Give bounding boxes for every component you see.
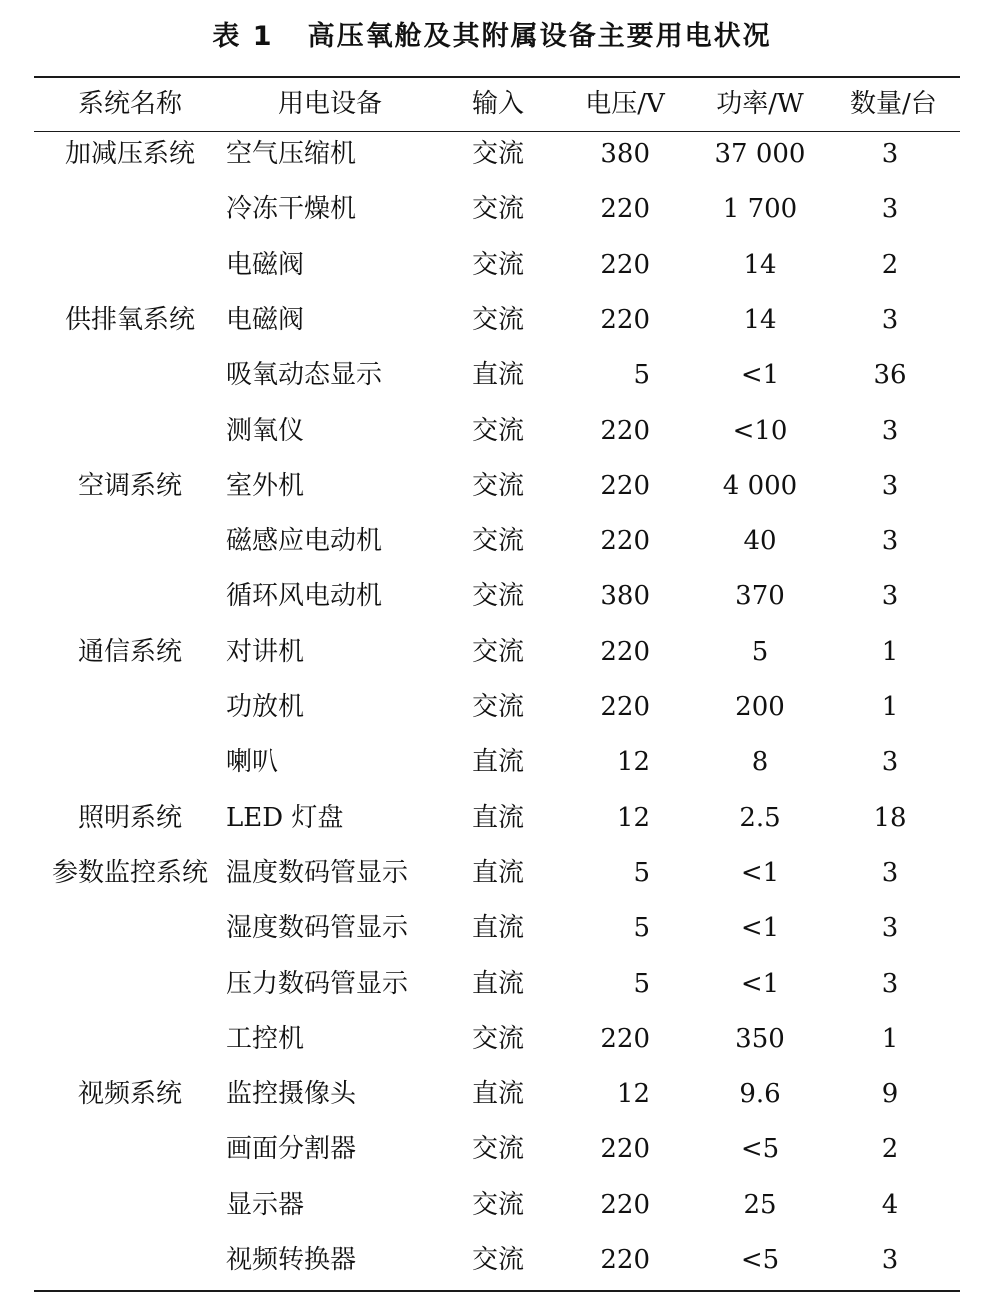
row-voltage: 220 xyxy=(600,1134,650,1164)
row-system-name: 视频系统 xyxy=(77,1079,182,1109)
row-power: 5 xyxy=(751,637,769,667)
row-system-name xyxy=(30,411,230,451)
row-system-name xyxy=(30,1185,230,1225)
row-power: <1 xyxy=(740,858,780,888)
row-system-name xyxy=(30,964,230,1004)
row-voltage: 220 xyxy=(600,471,650,501)
row-power: <1 xyxy=(740,969,780,999)
row-power: 14 xyxy=(743,305,777,335)
row-device-name: 监控摄像头 xyxy=(226,1079,357,1109)
row-voltage: 12 xyxy=(616,747,650,777)
row-power: 25 xyxy=(743,1190,777,1220)
row-power: 14 xyxy=(743,250,777,280)
row-input-type: 直流 xyxy=(471,969,524,999)
table-row xyxy=(0,576,984,616)
row-input-type: 交流 xyxy=(471,692,524,722)
row-voltage: 12 xyxy=(616,803,650,833)
row-quantity: 2 xyxy=(881,250,899,280)
table-row xyxy=(0,1074,984,1114)
row-device-name: 温度数码管显示 xyxy=(226,858,409,888)
row-device-name: 电磁阀 xyxy=(226,305,305,335)
table-header-row xyxy=(0,84,984,124)
row-voltage: 12 xyxy=(616,1079,650,1109)
row-input-type: 交流 xyxy=(471,637,524,667)
row-quantity: 3 xyxy=(881,139,899,169)
row-power: 4 000 xyxy=(722,471,798,501)
row-device-name: 循环风电动机 xyxy=(226,581,383,611)
row-input-type: 直流 xyxy=(471,360,524,390)
row-voltage: 380 xyxy=(600,581,650,611)
row-voltage: 220 xyxy=(600,250,650,280)
row-power: 2.5 xyxy=(739,803,781,833)
row-quantity: 4 xyxy=(881,1190,899,1220)
row-voltage: 5 xyxy=(633,360,650,390)
row-system-name xyxy=(30,908,230,948)
row-device-name: 显示器 xyxy=(226,1190,305,1220)
row-input-type: 直流 xyxy=(471,858,524,888)
table-row xyxy=(0,466,984,506)
row-input-type: 交流 xyxy=(471,1134,524,1164)
table-row xyxy=(0,798,984,838)
row-input-type: 交流 xyxy=(471,139,524,169)
row-input-type: 直流 xyxy=(471,747,524,777)
row-device-name: 视频转换器 xyxy=(226,1245,357,1275)
row-quantity: 3 xyxy=(881,858,899,888)
row-system-name: 供排氧系统 xyxy=(64,305,195,335)
header-device: 用电设备 xyxy=(277,89,382,119)
row-voltage: 220 xyxy=(600,416,650,446)
table-title: 高压氧舱及其附属设备主要用电状况 xyxy=(307,21,772,52)
row-system-name xyxy=(30,576,230,616)
bottom-rule xyxy=(34,1290,960,1292)
table-row xyxy=(0,189,984,229)
table-row xyxy=(0,521,984,561)
row-device-name: 磁感应电动机 xyxy=(226,526,383,556)
row-device-name: LED 灯盘 xyxy=(226,803,344,833)
row-input-type: 直流 xyxy=(471,913,524,943)
row-quantity: 1 xyxy=(881,1024,899,1054)
row-quantity: 9 xyxy=(881,1079,899,1109)
table-row xyxy=(0,632,984,672)
table-row xyxy=(0,1185,984,1225)
row-voltage: 380 xyxy=(600,139,650,169)
table-row xyxy=(0,853,984,893)
row-system-name: 参数监控系统 xyxy=(51,858,208,888)
row-device-name: 功放机 xyxy=(226,692,305,722)
row-quantity: 1 xyxy=(881,692,899,722)
row-power: <1 xyxy=(740,913,780,943)
row-input-type: 交流 xyxy=(471,1024,524,1054)
row-device-name: 冷冻干燥机 xyxy=(226,194,357,224)
row-power: 1 700 xyxy=(722,194,798,224)
row-power: 8 xyxy=(751,747,769,777)
row-power: <5 xyxy=(740,1245,780,1275)
row-system-name xyxy=(30,189,230,229)
row-power: 9.6 xyxy=(739,1079,781,1109)
table-row xyxy=(0,1129,984,1169)
row-system-name xyxy=(30,355,230,395)
row-quantity: 3 xyxy=(881,969,899,999)
row-input-type: 交流 xyxy=(471,1245,524,1275)
row-device-name: 空气压缩机 xyxy=(226,139,357,169)
row-power: 37 000 xyxy=(714,139,806,169)
row-input-type: 交流 xyxy=(471,1190,524,1220)
row-input-type: 交流 xyxy=(471,581,524,611)
table-row xyxy=(0,964,984,1004)
table-row xyxy=(0,134,984,174)
table-row xyxy=(0,687,984,727)
row-quantity: 1 xyxy=(881,637,899,667)
row-power: 200 xyxy=(735,692,785,722)
row-device-name: 对讲机 xyxy=(226,637,305,667)
row-device-name: 湿度数码管显示 xyxy=(226,913,409,943)
table-row xyxy=(0,411,984,451)
row-input-type: 交流 xyxy=(471,416,524,446)
row-voltage: 220 xyxy=(600,1245,650,1275)
row-power: 40 xyxy=(743,526,777,556)
row-system-name xyxy=(30,1019,230,1059)
row-system-name xyxy=(30,742,230,782)
row-device-name: 压力数码管显示 xyxy=(226,969,409,999)
row-quantity: 3 xyxy=(881,526,899,556)
row-voltage: 220 xyxy=(600,194,650,224)
table-row xyxy=(0,1019,984,1059)
row-system-name: 加减压系统 xyxy=(64,139,195,169)
row-input-type: 交流 xyxy=(471,305,524,335)
row-voltage: 220 xyxy=(600,526,650,556)
row-input-type: 交流 xyxy=(471,471,524,501)
row-device-name: 室外机 xyxy=(226,471,305,501)
row-quantity: 3 xyxy=(881,913,899,943)
header-rule xyxy=(34,131,960,132)
table-row xyxy=(0,742,984,782)
table-row xyxy=(0,300,984,340)
row-input-type: 直流 xyxy=(471,1079,524,1109)
row-quantity: 3 xyxy=(881,581,899,611)
row-quantity: 36 xyxy=(873,360,907,390)
table-row xyxy=(0,245,984,285)
row-system-name xyxy=(30,1240,230,1280)
row-input-type: 交流 xyxy=(471,250,524,280)
row-quantity: 3 xyxy=(881,747,899,777)
row-system-name xyxy=(30,1129,230,1169)
table-caption xyxy=(0,14,984,53)
row-quantity: 3 xyxy=(881,194,899,224)
table-row xyxy=(0,908,984,948)
row-voltage: 5 xyxy=(633,913,650,943)
row-system-name xyxy=(30,687,230,727)
row-input-type: 交流 xyxy=(471,194,524,224)
row-device-name: 吸氧动态显示 xyxy=(226,360,383,390)
table-row xyxy=(0,1240,984,1280)
row-system-name: 照明系统 xyxy=(77,803,182,833)
row-voltage: 220 xyxy=(600,637,650,667)
row-quantity: 3 xyxy=(881,471,899,501)
row-system-name xyxy=(30,245,230,285)
row-quantity: 3 xyxy=(881,305,899,335)
row-system-name: 空调系统 xyxy=(77,471,182,501)
header-voltage: 电压/V xyxy=(585,89,665,119)
row-quantity: 2 xyxy=(881,1134,899,1164)
row-device-name: 测氧仪 xyxy=(226,416,305,446)
row-system-name: 通信系统 xyxy=(77,637,182,667)
row-power: <1 xyxy=(740,360,780,390)
row-device-name: 工控机 xyxy=(226,1024,305,1054)
row-voltage: 220 xyxy=(600,1190,650,1220)
row-voltage: 5 xyxy=(633,858,650,888)
row-power: <5 xyxy=(740,1134,780,1164)
header-quantity: 数量/台 xyxy=(850,89,937,119)
row-device-name: 画面分割器 xyxy=(226,1134,357,1164)
row-system-name xyxy=(30,521,230,561)
row-quantity: 3 xyxy=(881,1245,899,1275)
top-rule xyxy=(34,76,960,78)
row-input-type: 交流 xyxy=(471,526,524,556)
row-voltage: 220 xyxy=(600,1024,650,1054)
header-input: 输入 xyxy=(471,89,524,119)
row-voltage: 5 xyxy=(633,969,650,999)
header-power: 功率/W xyxy=(716,89,804,119)
row-voltage: 220 xyxy=(600,305,650,335)
row-quantity: 3 xyxy=(881,416,899,446)
row-power: 350 xyxy=(735,1024,785,1054)
table-number: 表 1 xyxy=(212,21,274,52)
row-device-name: 喇叭 xyxy=(226,747,279,777)
row-quantity: 18 xyxy=(873,803,907,833)
header-system: 系统名称 xyxy=(77,89,182,119)
table-row xyxy=(0,355,984,395)
row-input-type: 直流 xyxy=(471,803,524,833)
row-device-name: 电磁阀 xyxy=(226,250,305,280)
row-power: 370 xyxy=(735,581,785,611)
row-power: <10 xyxy=(732,416,788,446)
row-voltage: 220 xyxy=(600,692,650,722)
